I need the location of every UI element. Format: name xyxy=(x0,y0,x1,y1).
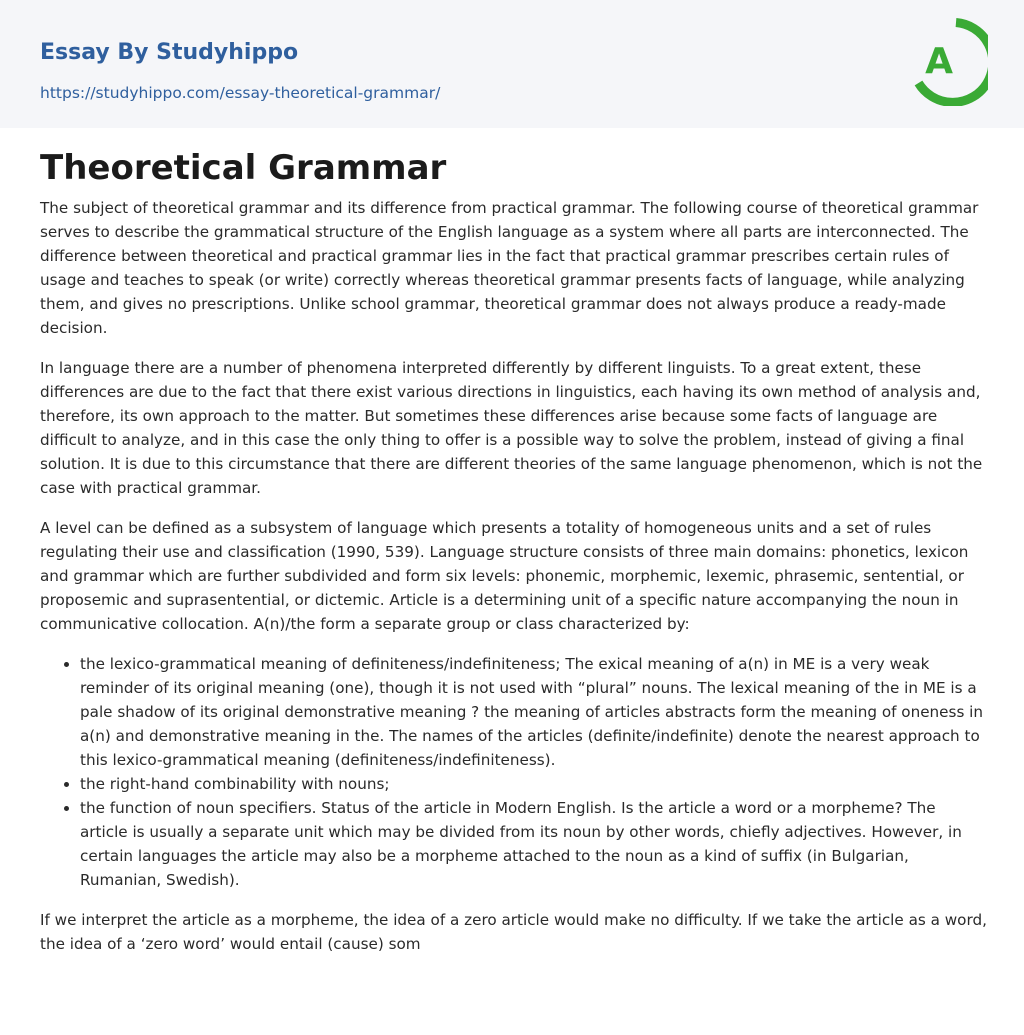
article-content xyxy=(40,140,988,972)
paragraph: The subject of theoretical grammar and its difference from practical grammar. The following course of theoretical grammar serves to describe the grammatical structure of the English language as a system where all parts are interconnected. The difference between theoretical and practical grammar lies in the fact that practical grammar prescribes certain rules of usage and teaches to speak (or write) correctly whereas theoretical grammar presents facts of language, while analyzing them, and gives no prescriptions. Unlike school grammar, theoretical grammar does not always produce a ready-made decision. xyxy=(40,199,979,337)
logo-letter: A xyxy=(925,41,953,82)
essay-url-link[interactable]: https://studyhippo.com/essay-theoretical-grammar/ xyxy=(40,84,441,102)
list-item: • the right-hand combinability with nouns; xyxy=(80,772,988,796)
page-header xyxy=(0,0,1024,128)
paragraph: In language there are a number of phenomena interpreted differently by different linguists. To a great extent, these differences are due to the fact that there exist various directions in linguistics, each having its own method of analysis and, therefore, its own approach to the matter. But sometimes these differences arise because some facts of language are difficult to analyze, and in this case the only thing to offer is a possible way to solve the problem, instead of giving a final solution. It is due to this circumstance that there are different theories of the same language phenomenon, which is not the case with practical grammar. xyxy=(40,359,983,497)
article-title: Theoretical Grammar xyxy=(40,148,447,188)
paragraph: A level can be defined as a subsystem of language which presents a totality of homogeneous units and a set of rules regulating their use and classification (1990, 539). Language structure consists of three main domains: phonetics, lexicon and grammar which are further subdivided and form six levels: phonemic, morphemic, lexemic, phrasemic, sentential, or proposemic and suprasentential, or dictemic. Article is a determining unit of a specific nature accompanying the noun in communicative collocation. A(n)/the form a separate group or class characterized by: xyxy=(40,519,969,633)
article-characteristics-list xyxy=(40,652,988,892)
site-title[interactable]: Essay By Studyhippo xyxy=(40,40,299,65)
list-item: • the function of noun specifiers. Status of the article in Modern English. Is the article a word or a morpheme? The article is usually a separate unit which may be divided from its noun by other words, chiefly adjectives. However, in certain languages the article may also be a morpheme attached to the noun as a kind of suffix (in Bulgarian, Rumanian, Swedish). xyxy=(80,796,988,892)
studyhippo-logo-icon[interactable] xyxy=(910,18,988,106)
paragraph-truncated: If we interpret the article as a morpheme, the idea of a zero article would make no difficulty. If we take the article as a word, the idea of a ‘zero word’ would entail (cause) som xyxy=(40,911,987,953)
list-item: • the lexico-grammatical meaning of definiteness/indefiniteness; The exical meaning of a(n) in ME is a very weak reminder of its original meaning (one), though it is not used with “plural” nouns. The lexical meaning of the in ME is a pale shadow of its original demonstrative meaning ? the meaning of articles abstracts form the meaning of oneness in a(n) and demonstrative meaning in the. The names of the articles (definite/indefinite) denote the nearest approach to this lexico-grammatical meaning (definiteness/indefiniteness). xyxy=(80,652,988,772)
